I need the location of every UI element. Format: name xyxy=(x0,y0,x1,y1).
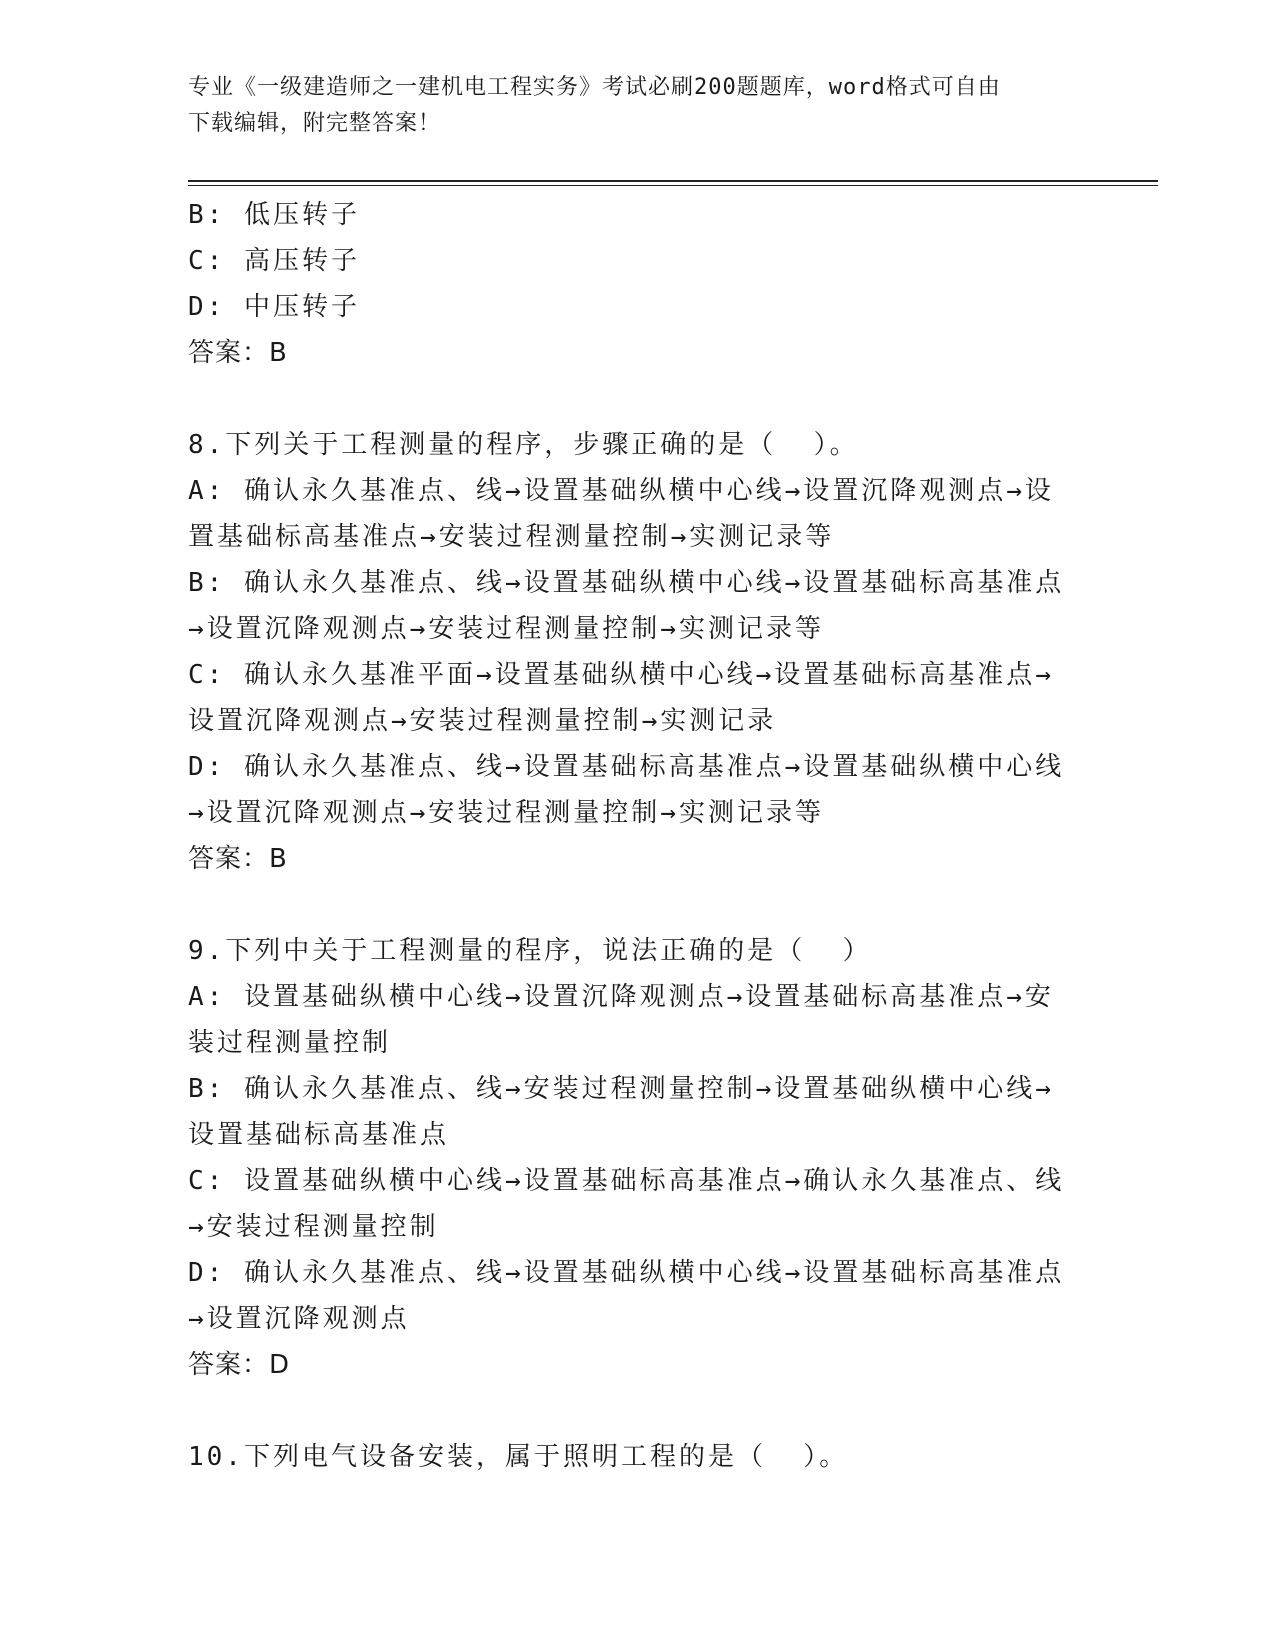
question-10 xyxy=(188,1434,1160,1480)
spacer xyxy=(188,882,1160,928)
option-line: →设置沉降观测点→安装过程测量控制→实测记录等 xyxy=(188,798,824,828)
header-divider xyxy=(188,180,1158,186)
header-line-2: 下载编辑，附完整答案！ xyxy=(188,111,442,136)
spacer xyxy=(188,376,1160,422)
option-line: C: 设置基础纵横中心线→设置基础标高基准点→确认永久基准点、线 xyxy=(188,1166,1065,1196)
option-b: B: 低压转子 xyxy=(188,200,360,230)
spacer xyxy=(188,1388,1160,1434)
option-line: →设置沉降观测点→安装过程测量控制→实测记录等 xyxy=(188,614,824,644)
option-line: B: 确认永久基准点、线→安装过程测量控制→设置基础纵横中心线→ xyxy=(188,1074,1054,1104)
question-8 xyxy=(188,422,1160,882)
option-line: 置基础标高基准点→安装过程测量控制→实测记录等 xyxy=(188,522,835,552)
option-line: 设置基础标高基准点 xyxy=(188,1120,450,1150)
answer: 答案：D xyxy=(188,1350,291,1380)
question-stem: 8.下列关于工程测量的程序，步骤正确的是（ ）。 xyxy=(188,430,859,460)
option-line: D: 确认永久基准点、线→设置基础标高基准点→设置基础纵横中心线 xyxy=(188,752,1065,782)
option-line: 设置沉降观测点→安装过程测量控制→实测记录 xyxy=(188,706,777,736)
document-page xyxy=(188,70,1160,1480)
option-c: C: 高压转子 xyxy=(188,246,360,276)
question-9 xyxy=(188,928,1160,1388)
option-line: →设置沉降观测点 xyxy=(188,1304,410,1334)
option-line: D: 确认永久基准点、线→设置基础纵横中心线→设置基础标高基准点 xyxy=(188,1258,1065,1288)
option-line: A: 设置基础纵横中心线→设置沉降观测点→设置基础标高基准点→安 xyxy=(188,982,1054,1012)
option-line: C: 确认永久基准平面→设置基础纵横中心线→设置基础标高基准点→ xyxy=(188,660,1054,690)
question-stem: 9.下列中关于工程测量的程序，说法正确的是（ ） xyxy=(188,936,872,966)
option-d: D: 中压转子 xyxy=(188,292,360,322)
answer: 答案：B xyxy=(188,338,288,368)
question-stem: 10.下列电气设备安装，属于照明工程的是（ ）。 xyxy=(188,1442,849,1472)
option-line: 装过程测量控制 xyxy=(188,1028,392,1058)
option-line: B: 确认永久基准点、线→设置基础纵横中心线→设置基础标高基准点 xyxy=(188,568,1065,598)
question-7-tail xyxy=(188,192,1160,376)
header-line-1: 专业《一级建造师之一建机电工程实务》考试必刷200题题库，word格式可自由 xyxy=(188,75,1001,100)
option-line: →安装过程测量控制 xyxy=(188,1212,439,1242)
answer: 答案：B xyxy=(188,844,288,874)
option-line: A: 确认永久基准点、线→设置基础纵横中心线→设置沉降观测点→设 xyxy=(188,476,1054,506)
